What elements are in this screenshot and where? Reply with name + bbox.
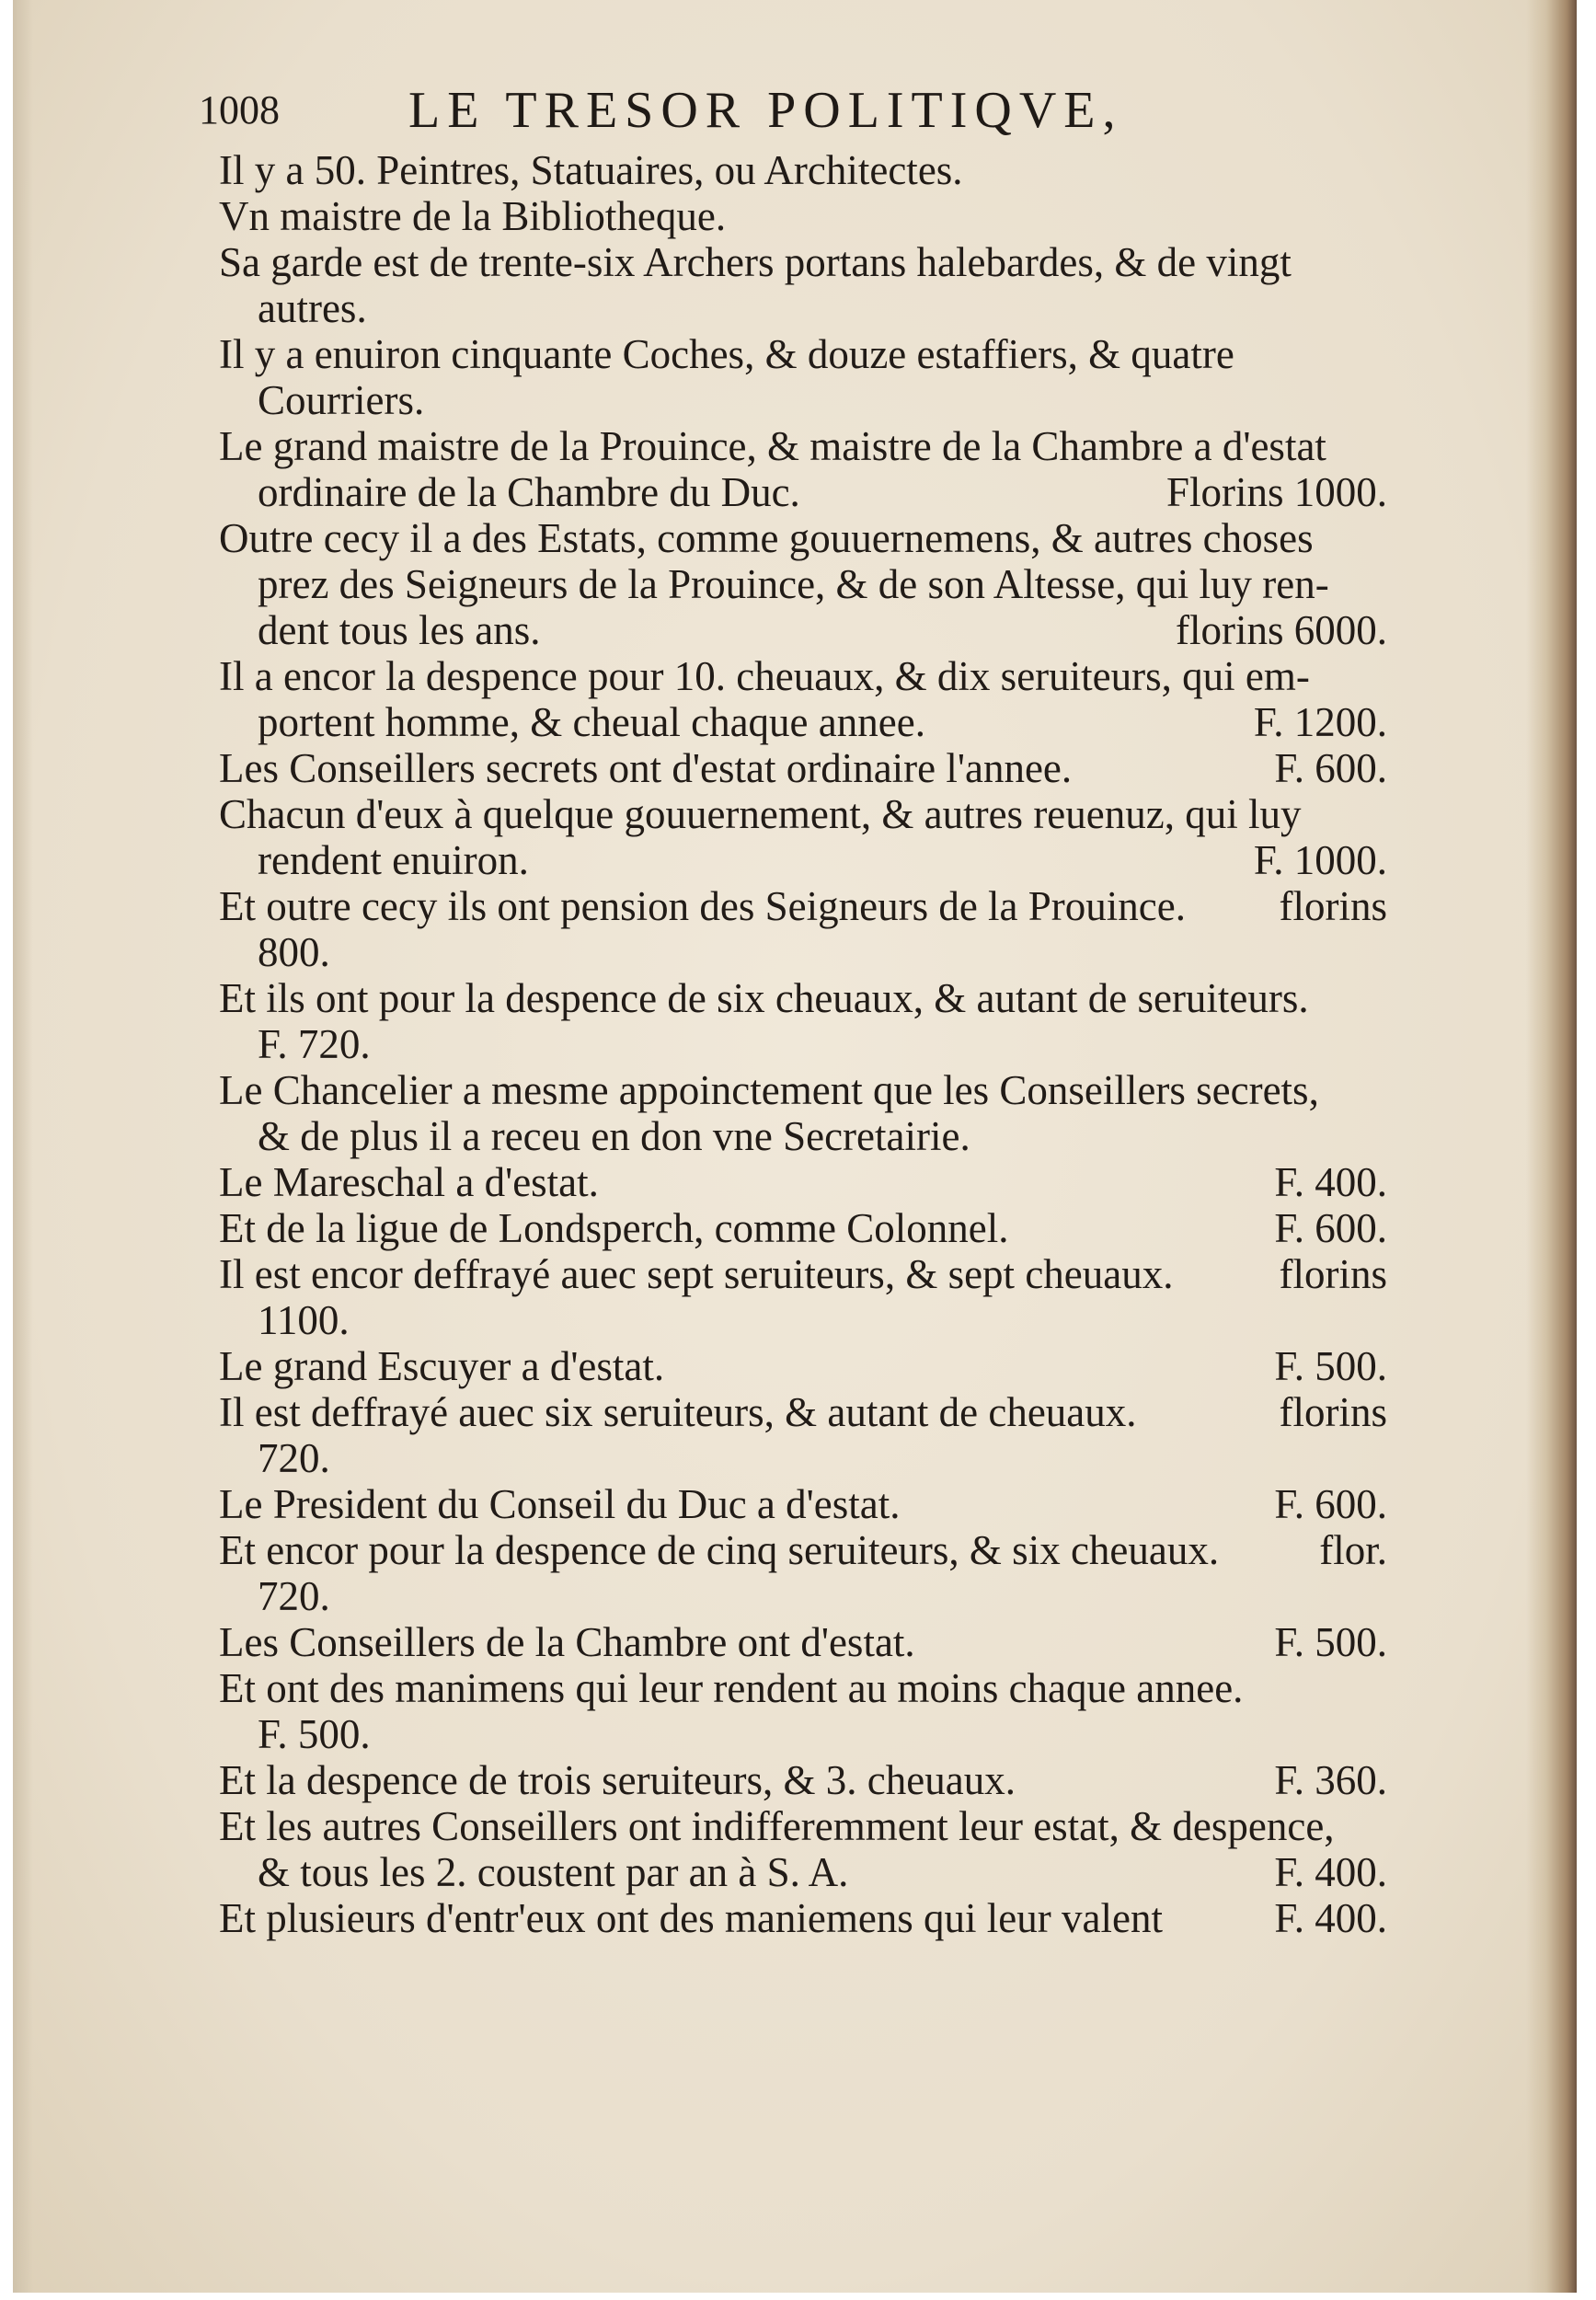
text-line <box>219 1665 1387 1711</box>
line-amount: F. 500. <box>1274 1343 1387 1389</box>
line-text: 720. <box>258 1435 330 1481</box>
page-edge <box>1526 0 1577 2293</box>
line-amount: F. 600. <box>1274 745 1387 791</box>
line-text: Chacun d'eux à quelque gouuernement, & autres reuenuz, qui luy <box>219 791 1302 837</box>
text-line <box>219 1205 1387 1251</box>
line-amount: F. 600. <box>1274 1481 1387 1527</box>
text-line <box>219 1021 1387 1067</box>
line-text: Les Conseillers secrets ont d'estat ordinaire l'annee. <box>219 745 1073 791</box>
line-text: Courriers. <box>258 377 425 423</box>
line-text: Il y a enuiron cinquante Coches, & douze estaffiers, & quatre <box>219 331 1234 377</box>
line-text: ordinaire de la Chambre du Duc. <box>258 469 800 515</box>
text-line <box>219 193 1387 239</box>
text-line <box>219 1297 1387 1343</box>
line-text: Et de la ligue de Londsperch, comme Colonnel. <box>219 1205 1009 1251</box>
line-text: Le President du Conseil du Duc a d'estat. <box>219 1481 901 1527</box>
line-amount: flor. <box>1319 1527 1387 1573</box>
text-line <box>219 1435 1387 1481</box>
text-line <box>219 469 1387 515</box>
book-page <box>13 0 1577 2293</box>
line-text: Il y a 50. Peintres, Statuaires, ou Architectes. <box>219 147 963 193</box>
line-text: Le grand maistre de la Prouince, & maistre de la Chambre a d'estat <box>219 423 1326 469</box>
line-text: Le Mareschal a d'estat. <box>219 1159 599 1205</box>
line-amount: florins <box>1279 1251 1387 1297</box>
text-line <box>219 1481 1387 1527</box>
line-text: & tous les 2. coustent par an à S. A. <box>258 1849 849 1895</box>
line-text: Le grand Escuyer a d'estat. <box>219 1343 665 1389</box>
line-amount: F. 600. <box>1274 1205 1387 1251</box>
line-amount: F. 400. <box>1274 1895 1387 1941</box>
text-line <box>219 147 1387 193</box>
text-line <box>219 1803 1387 1849</box>
line-amount: Florins 1000. <box>1165 469 1387 515</box>
text-line <box>219 561 1387 607</box>
line-amount: florins <box>1279 883 1387 929</box>
text-line <box>219 883 1387 929</box>
page-header <box>199 81 1266 145</box>
text-line <box>219 745 1387 791</box>
text-line <box>219 423 1387 469</box>
text-line <box>219 699 1387 745</box>
text-line <box>219 1849 1387 1895</box>
line-text: F. 720. <box>258 1021 371 1067</box>
text-line <box>219 285 1387 331</box>
text-line <box>219 1113 1387 1159</box>
line-text: Et ils ont pour la despence de six cheuaux, & autant de seruiteurs. <box>219 975 1309 1021</box>
text-line <box>219 515 1387 561</box>
line-text: Et outre cecy ils ont pension des Seigneurs de la Prouince. <box>219 883 1186 929</box>
text-line <box>219 837 1387 883</box>
running-title: LE TRESOR POLITIQVE, <box>408 82 1123 139</box>
line-amount: F. 1000. <box>1253 837 1387 883</box>
line-text: 800. <box>258 929 330 975</box>
text-line <box>219 1757 1387 1803</box>
line-amount: F. 360. <box>1274 1757 1387 1803</box>
text-line <box>219 1573 1387 1619</box>
line-amount: florins 6000. <box>1176 607 1387 653</box>
text-line <box>219 239 1387 285</box>
line-amount: F. 1200. <box>1253 699 1387 745</box>
line-text: rendent enuiron. <box>258 837 529 883</box>
line-text: Il est encor deffrayé auec sept seruiteurs, & sept cheuaux. <box>219 1251 1174 1297</box>
text-line <box>219 1343 1387 1389</box>
text-line <box>219 791 1387 837</box>
line-amount: F. 400. <box>1274 1159 1387 1205</box>
text-block <box>219 147 1387 1941</box>
text-line <box>219 975 1387 1021</box>
line-text: Et les autres Conseillers ont indifferemment leur estat, & despence, <box>219 1803 1335 1849</box>
line-text: Il a encor la despence pour 10. cheuaux, & dix seruiteurs, qui em- <box>219 653 1310 699</box>
text-line <box>219 1067 1387 1113</box>
line-amount: F. 500. <box>1274 1619 1387 1665</box>
text-line <box>219 331 1387 377</box>
text-line <box>219 377 1387 423</box>
line-amount: florins <box>1279 1389 1387 1435</box>
line-text: Et la despence de trois seruiteurs, & 3. cheuaux. <box>219 1757 1016 1803</box>
text-line <box>219 1389 1387 1435</box>
line-text: Et encor pour la despence de cinq seruiteurs, & six cheuaux. <box>219 1527 1220 1573</box>
text-line <box>219 1711 1387 1757</box>
line-text: Outre cecy il a des Estats, comme gouuernemens, & autres choses <box>219 515 1314 561</box>
line-text: 1100. <box>258 1297 350 1343</box>
text-line <box>219 607 1387 653</box>
line-text: Et plusieurs d'entr'eux ont des maniemens qui leur valent <box>219 1895 1163 1941</box>
line-text: 720. <box>258 1573 330 1619</box>
spine-shadow <box>13 0 33 2293</box>
text-line <box>219 1527 1387 1573</box>
text-line <box>219 653 1387 699</box>
line-amount: F. 400. <box>1274 1849 1387 1895</box>
text-line <box>219 1895 1387 1941</box>
page-number: 1008 <box>199 87 280 132</box>
text-line <box>219 1251 1387 1297</box>
line-text: prez des Seigneurs de la Prouince, & de son Altesse, qui luy ren- <box>258 561 1329 607</box>
line-text: dent tous les ans. <box>258 607 541 653</box>
line-text: Le Chancelier a mesme appoinctement que les Conseillers secrets, <box>219 1067 1319 1113</box>
line-text: Il est deffrayé auec six seruiteurs, & autant de cheuaux. <box>219 1389 1137 1435</box>
line-text: autres. <box>258 285 367 331</box>
line-text: portent homme, & cheual chaque annee. <box>258 699 925 745</box>
text-line <box>219 1159 1387 1205</box>
text-line <box>219 1619 1387 1665</box>
text-line <box>219 929 1387 975</box>
line-text: & de plus il a receu en don vne Secretairie. <box>258 1113 970 1159</box>
line-text: Vn maistre de la Bibliotheque. <box>219 193 727 239</box>
line-text: Les Conseillers de la Chambre ont d'estat. <box>219 1619 915 1665</box>
line-text: Sa garde est de trente-six Archers portans halebardes, & de vingt <box>219 239 1292 285</box>
line-text: Et ont des manimens qui leur rendent au moins chaque annee. <box>219 1665 1244 1711</box>
line-text: F. 500. <box>258 1711 371 1757</box>
